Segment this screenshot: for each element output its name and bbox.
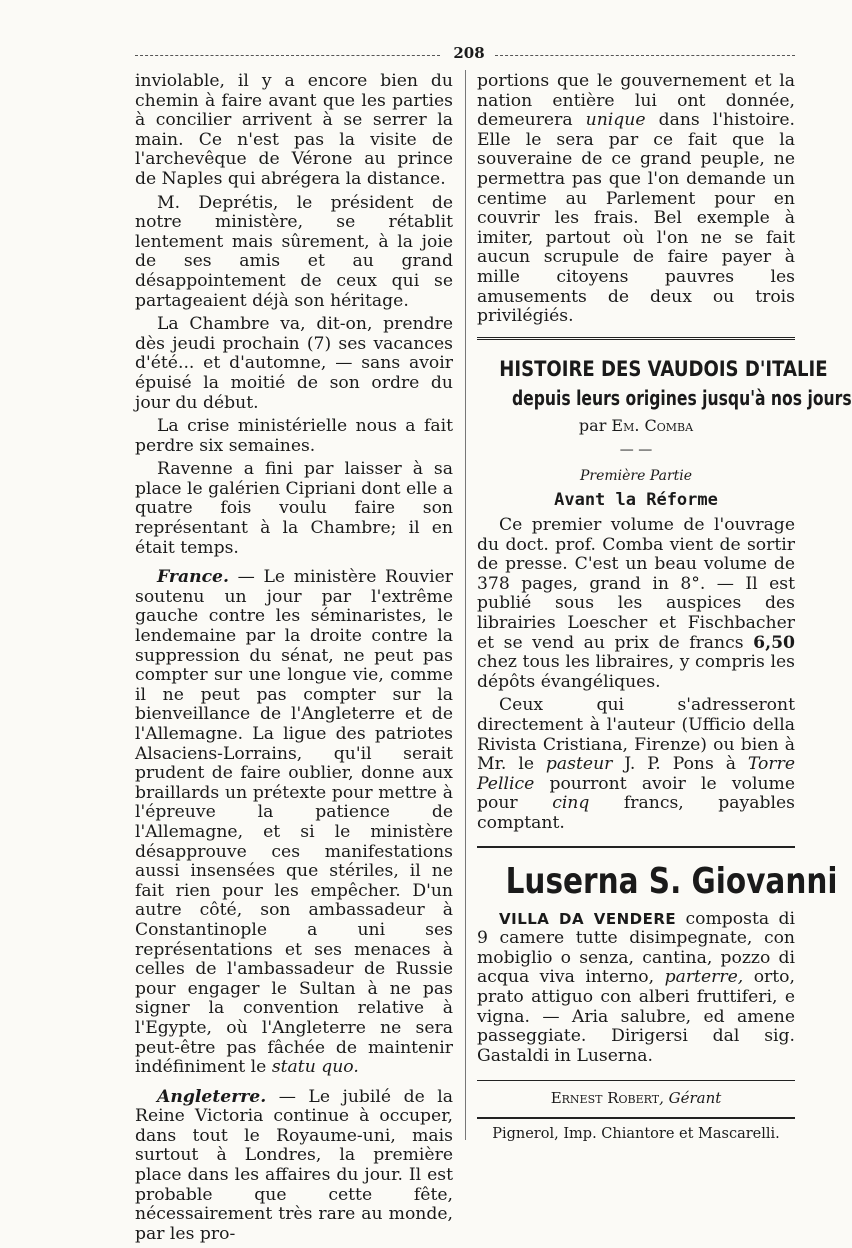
- france-text: — Le ministère Rouvier soutenu un jour par l'extrême gauche contre les séminaristes, le lendemaine par la droite contre la suppression du sénat, ne peut pas compter sur une longue vie, comme il ne peut pas compter sur la bienveillance de l'Angleterre et de l'Allemagne. La ligue des patriotes Alsaciens-Lorrains, qu'il serait prudent de faire oublier, donne aux braillards un prétexte pour mettre à l'épreuve la patience de l'Allemagne, et si le ministère désapprouve ces manifestations aussi insensées que stériles, il ne fait rien pour les empêcher. D'un autre côté, son ambassadeur à Constantinople a uni ses représentations et ses menaces à celles de l'ambassadeur de Russie pour engager le Sultan à ne pas signer la convention relative à l'Egypte, où l'Angleterre ne sera peut-être pas fâchée de maintenir indéfiniment le: [135, 567, 453, 1078]
- author-name: Em. Comba: [611, 415, 694, 435]
- manager-name: Ernest Robert: [550, 1089, 660, 1108]
- left-column: [135, 72, 453, 1248]
- signature: [477, 1089, 795, 1109]
- paragraph: [477, 910, 795, 1067]
- header-rule-right: [495, 55, 795, 56]
- text-run: chez tous les libraires, y compris les dépôts évangéliques.: [477, 652, 795, 692]
- villa-advert: [477, 860, 838, 1067]
- text-run: composta di 9 camere tutte disimpegnate, con mobiglio o senza, cantina, pozzo di acqua viva interno,: [477, 908, 795, 988]
- advert-title: Luserna S. Giovanni: [505, 860, 838, 902]
- angleterre-kicker: Angleterre.: [157, 1086, 267, 1107]
- paragraph: La crise ministérielle nous a fait perdre six semaines.: [135, 416, 453, 456]
- price: 6,50: [753, 632, 795, 653]
- section-rule: [477, 846, 795, 848]
- text-run: Ce premier volume de l'ouvrage du doct. prof. Comba vient de sortir de presse. C'est un beau volume de 378 pages, grand in 8°. — Il est publié sous les auspices des librairies Loescher et Fischbacher et se vend au prix de francs: [477, 515, 795, 653]
- france-kicker: France.: [157, 567, 229, 588]
- announcement-author: [477, 416, 795, 436]
- paragraph: M. Deprétis, le président de notre ministère, se rétablit lentement mais sûrement, à la joie de ses amis et au grand désappointement de ceux qui se partageaient déjà son héritage.: [135, 192, 453, 311]
- emphasis: unique: [585, 110, 646, 131]
- text-run: J. P. Pons à: [612, 754, 748, 775]
- text-run: Ceux qui s'adresseront directement à l'auteur (Ufficio della Rivista Cristiana, Firenze) ou bien à Mr. le: [477, 695, 795, 775]
- page-header: [135, 44, 795, 64]
- paragraph: [477, 696, 795, 833]
- paragraph: [477, 516, 795, 692]
- paragraph: inviolable, il y a encore bien du chemin à faire avant que les parties à concilier arrivent à se serrer la main. Ce n'est pas la visite de l'archevêque de Vérone au prince de Naples qui abrégera la distance.: [135, 71, 453, 189]
- section-rule: [477, 1117, 795, 1119]
- manager-role: , Gérant: [659, 1089, 722, 1108]
- text-run: francs, payables comptant.: [477, 793, 795, 833]
- announcement-part: Première Partie: [579, 467, 693, 484]
- emphasis: cinq: [552, 793, 590, 814]
- emphasis: pasteur: [545, 754, 613, 775]
- angleterre-paragraph: [135, 1088, 453, 1245]
- author-prefix: par: [578, 415, 612, 435]
- book-announcement: [477, 354, 852, 834]
- section-rule: [477, 1080, 795, 1081]
- page-number: 208: [453, 44, 485, 62]
- france-paragraph: [135, 568, 453, 1077]
- text-run: orto, prato attiguo con alberi fruttiferi, e vigna. — Aria salubre, ed amene passeggiate. Dirigersi dal sig. Gastaldi in Luserna.: [477, 967, 795, 1066]
- header-rule-left: [135, 55, 440, 56]
- announcement-title: HISTOIRE DES VAUDOIS D'ITALIE: [499, 356, 828, 381]
- text-run: dans l'histoire. Elle le sera par ce fait que la souveraine de ce grand peuple, ne permettra pas que l'on demande un centime au Parlement pour en couvrir les frais. Bel exemple à imiter, partout où l'on ne se fait aucun scrupule de faire payer à mille citoyens pauvres les amusements de deux ou trois privilégiés.: [477, 110, 796, 327]
- emphasis: parterre,: [664, 967, 744, 988]
- section-rule: [477, 337, 795, 340]
- statu-quo: statu quo.: [271, 1057, 359, 1078]
- villa-lead: VILLA DA VENDERE: [499, 909, 677, 928]
- right-column: [477, 71, 852, 1145]
- angleterre-text: — Le jubilé de la Reine Victoria continue à occuper, dans tout le Royaume-uni, mais surtout à Londres, la première place dans les affaires du jour. Il est probable que cette fête, nécessairement très rare au monde, par les pro-: [135, 1086, 453, 1244]
- paragraph: La Chambre va, dit-on, prendre dès jeudi prochain (7) ses vacances d'été... et d'automne, — sans avoir épuisé la moitié de son ordre du jour du début.: [135, 314, 453, 413]
- emphasis: Torre Pellice: [477, 754, 796, 794]
- paragraph: Ravenne a fini par laisser à sa place le galérien Cipriani dont elle a quatre fois voulu faire son représentant à la Chambre; il en était temps.: [135, 459, 453, 558]
- announcement-subtitle: depuis leurs origines jusqu'à nos jours: [511, 385, 852, 410]
- text-run: pourront avoir le volume pour: [477, 773, 795, 814]
- text-run: portions que le gouvernement et la nation entière lui ont donnée, demeurera: [477, 71, 795, 131]
- printer-line: Pignerol, Imp. Chiantore et Mascarelli.: [492, 1125, 780, 1142]
- column-divider: [465, 70, 466, 1140]
- divider-dash: — —: [619, 442, 653, 459]
- announcement-section: Avant la Réforme: [554, 489, 718, 510]
- paragraph: [477, 72, 795, 327]
